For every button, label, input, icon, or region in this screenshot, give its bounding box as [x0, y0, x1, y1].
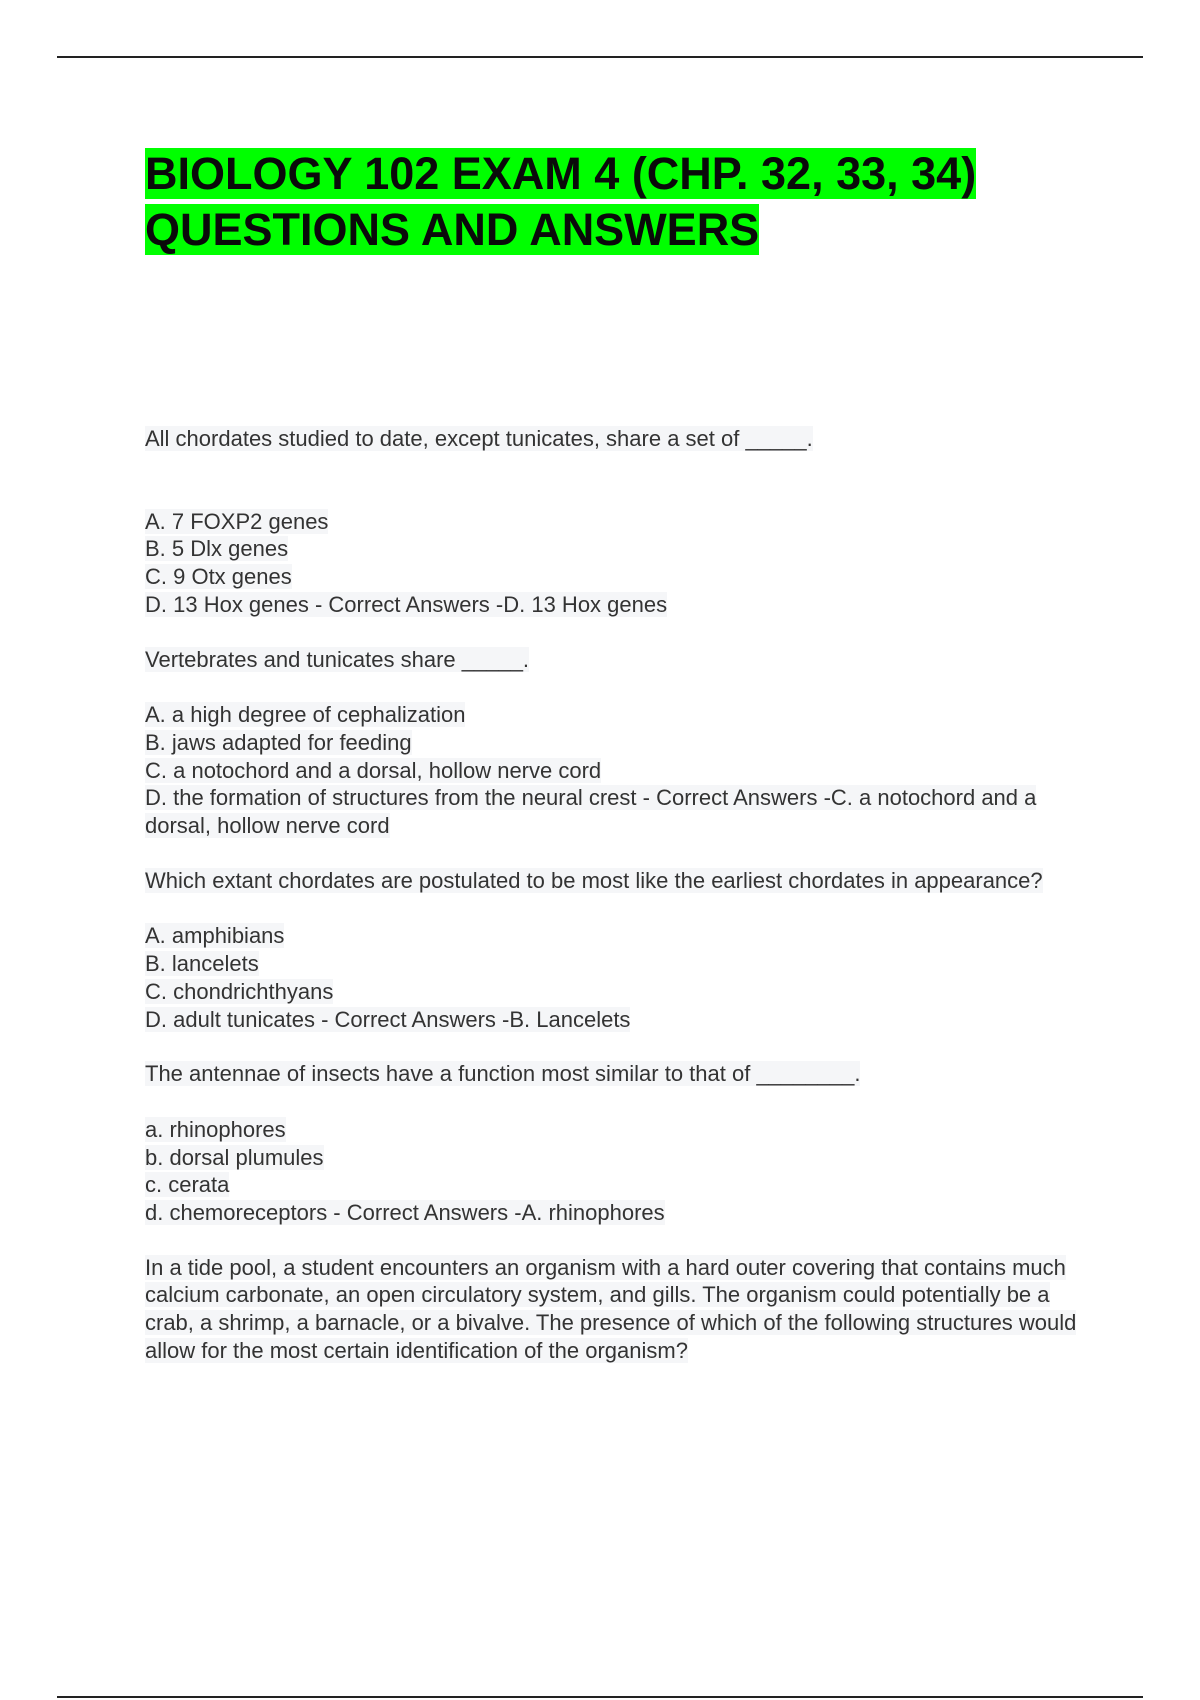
- answer-option: A. 7 FOXP2 genes: [145, 508, 329, 534]
- question-text: Vertebrates and tunicates share _____.: [145, 646, 530, 672]
- answer-option-with-correct-answer: D. the formation of structures from the neural crest - Correct Answers -C. a notochord and a dorsal, hollow nerve cord: [145, 785, 1037, 839]
- answer-option: A. a high degree of cephalization: [145, 702, 466, 728]
- question-text: Which extant chordates are postulated to be most like the earliest chordates in appearance?: [145, 867, 1043, 893]
- question-block: [145, 867, 1085, 1034]
- answer-option: B. lancelets: [145, 951, 259, 977]
- answer-option-with-correct-answer: D. 13 Hox genes - Correct Answers -D. 13 Hox genes: [145, 591, 668, 617]
- answer-option: C. chondrichthyans: [145, 978, 334, 1004]
- answer-option-with-correct-answer: D. adult tunicates - Correct Answers -B. Lancelets: [145, 1006, 631, 1032]
- question-block: [145, 646, 1085, 840]
- page-title-line-1: BIOLOGY 102 EXAM 4 (CHP. 32, 33, 34): [145, 148, 977, 199]
- answer-option-with-correct-answer: d. chemoreceptors - Correct Answers -A. rhinophores: [145, 1200, 665, 1226]
- page-title-line-2: QUESTIONS AND ANSWERS: [145, 204, 760, 255]
- question-text: All chordates studied to date, except tunicates, share a set of _____.: [145, 426, 813, 451]
- bottom-divider: [57, 1696, 1143, 1698]
- answer-option: B. jaws adapted for feeding: [145, 729, 412, 755]
- question-block: [145, 1060, 1085, 1227]
- answer-option: a. rhinophores: [145, 1116, 286, 1142]
- question-text: The antennae of insects have a function most similar to that of ________.: [145, 1061, 861, 1087]
- question-block: [145, 425, 1085, 619]
- top-divider: [57, 56, 1143, 58]
- answer-option: C. a notochord and a dorsal, hollow nerve cord: [145, 757, 602, 783]
- answer-option: c. cerata: [145, 1172, 230, 1198]
- page-title: [145, 146, 1095, 258]
- question-block: [145, 1254, 1085, 1365]
- answer-option: A. amphibians: [145, 923, 285, 949]
- answer-option: b. dorsal plumules: [145, 1144, 324, 1170]
- question-text: In a tide pool, a student encounters an organism with a hard outer covering that contains much calcium carbonate, an open circulatory system, and gills. The organism could potentially be a crab, a shrimp, a barnacle, or a bivalve. The presence of which of the following structures would allow for the most certain identification of the organism?: [145, 1254, 1077, 1363]
- document-body: [145, 425, 1085, 1365]
- answer-option: C. 9 Otx genes: [145, 564, 292, 590]
- answer-option: B. 5 Dlx genes: [145, 536, 289, 562]
